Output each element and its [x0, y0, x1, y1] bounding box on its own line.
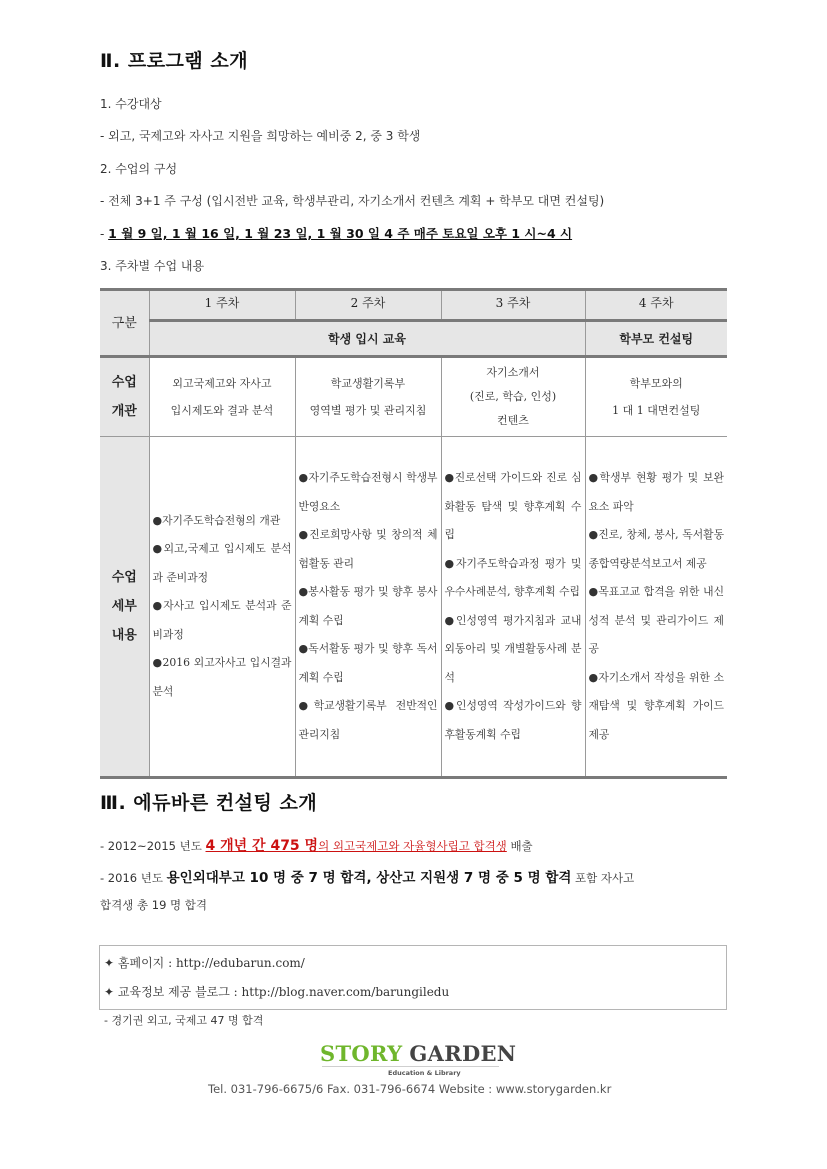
program-table [100, 288, 727, 779]
logo-tagline: Education & Library [388, 1069, 461, 1077]
student-education-group: 학생 입시 교육 [149, 321, 585, 357]
homepage-row [104, 949, 722, 978]
detail-item: ●자기소개서 작성을 위한 소재탐색 및 향후계획 가이드 제공 [588, 670, 724, 741]
overview-week-4 [585, 357, 727, 437]
section-3-title: Ⅲ. 에듀바른 컨설팅 소개 [100, 792, 318, 814]
blog-row [104, 978, 722, 1007]
logo-divider [322, 1066, 499, 1067]
overview-label [100, 357, 149, 437]
parent-consulting-group: 학부모 컨설팅 [585, 321, 727, 357]
homepage-label: 홈페이지 : [117, 956, 176, 970]
detail-week-3 [441, 437, 585, 778]
detail-item: ●진로, 창체, 봉사, 독서활동 종합역량분석보고서 제공 [588, 528, 724, 570]
overview-label-line: 개관 [111, 404, 137, 419]
detail-item: ●학교생활기록부 전반적인 관리지침 [298, 699, 438, 741]
detail-item: ●목표고교 합격을 위한 내신성적 분석 및 관리가이드 제공 [588, 585, 724, 655]
record-red-text: 의 외고국제고와 자율형사립고 합격생 [318, 839, 507, 853]
star-icon: ✦ [104, 985, 115, 999]
overview-line: 컨텐츠 [497, 414, 529, 427]
record-highlight: 4 개년 간 475 명 [205, 838, 319, 854]
record-prefix: - 2016 년도 [100, 871, 167, 885]
corner-label-cell [100, 290, 149, 357]
detail-item: ●독서활동 평가 및 향후 독서계획 수립 [298, 642, 438, 684]
blog-link[interactable]: http://blog.naver.com/barungiledu [241, 985, 450, 999]
overview-line: (진로, 학습, 인성) [469, 390, 557, 403]
overview-line: 영역별 평가 및 관리지침 [309, 404, 427, 417]
logo-garden: GARDEN [409, 1041, 517, 1066]
corner-label: 구분 [111, 315, 137, 331]
week-4-header: 4 주차 [585, 290, 727, 321]
schedule-dates: 1 월 9 일, 1 월 16 일, 1 월 23 일, 1 월 30 일 4 주 매주 토요일 오후 1 시~4 시 [108, 226, 573, 241]
detail-week-2 [295, 437, 441, 778]
logo-story: STORY [320, 1041, 403, 1066]
overview-line: 입시제도와 결과 분석 [170, 404, 274, 417]
detail-item: ●진로선택 가이드와 진로 심화활동 탐색 및 향후계획 수립 [444, 471, 582, 541]
overview-line: 1 대 1 대면컨설팅 [612, 404, 701, 417]
target-text: - 외고, 국제고와 자사고 지원을 희망하는 예비중 2, 중 3 학생 [100, 129, 421, 143]
detail-label-line: 내용 [111, 628, 137, 643]
detail-item: ●자기주도학습전형시 학생부 반영요소 [298, 471, 438, 513]
detail-item: ●인성영역 평가지침과 교내외동아리 및 개별활동사례 분석 [444, 613, 582, 684]
schedule-dash: - [100, 227, 109, 241]
blog-label: 교육정보 제공 블로그 : [117, 985, 242, 999]
week-1-header: 1 주차 [149, 290, 295, 321]
record-bold: 용인외대부고 10 명 중 7 명 합격, 상산고 지원생 7 명 중 5 명 합격 [166, 870, 572, 886]
detail-item: ●봉사활동 평가 및 향후 봉사계획 수립 [298, 585, 438, 627]
overview-week-1 [149, 357, 295, 437]
detail-item: ●2016 외고자사고 입시결과 분석 [152, 656, 292, 698]
section-2-title: Ⅱ. 프로그램 소개 [100, 50, 249, 72]
record-line-3: 합격생 총 19 명 합격 [100, 898, 208, 912]
overview-week-3 [441, 357, 585, 437]
target-heading: 1. 수강대상 [100, 97, 162, 111]
schedule-line [100, 224, 578, 242]
structure-heading: 2. 수업의 구성 [100, 162, 178, 176]
story-garden-logo [320, 1041, 516, 1066]
detail-item: ●자기주도학습과정 평가 및 우수사례분석, 향후계획 수립 [444, 556, 582, 598]
footer-contact: Tel. 031-796-6675/6 Fax. 031-796-6674 Website : www.storygarden.kr [208, 1082, 612, 1096]
detail-week-1 [149, 437, 295, 778]
detail-label-line: 세부 [111, 599, 137, 614]
overview-line: 학교생활기록부 [330, 377, 406, 390]
detail-label-line: 수업 [111, 570, 137, 585]
gyeonggi-note: - 경기권 외고, 국제고 47 명 합격 [104, 1014, 264, 1027]
detail-item: ●학생부 현황 평가 및 보완요소 파악 [588, 471, 724, 513]
overview-week-2 [295, 357, 441, 437]
record-line-2 [100, 866, 634, 886]
detail-item: ●외고,국제고 입시제도 분석과 준비과정 [152, 542, 292, 584]
detail-label [100, 437, 149, 778]
detail-item: ●자기주도학습전형의 개관 [152, 513, 281, 527]
detail-week-4 [585, 437, 727, 778]
detail-item: ●자사고 입시제도 분석과 준비과정 [152, 599, 292, 641]
week-3-header: 3 주차 [441, 290, 585, 321]
homepage-link[interactable]: http://edubarun.com/ [175, 956, 305, 970]
overview-line: 외고국제고와 자사고 [172, 377, 272, 390]
overview-label-line: 수업 [111, 375, 137, 390]
weekly-heading: 3. 주차별 수업 내용 [100, 259, 205, 273]
detail-item: ●진로희망사항 및 창의적 체험활동 관리 [298, 528, 438, 570]
detail-item: ●인성영역 작성가이드와 향후활동계획 수립 [444, 699, 582, 741]
record-suffix: 포함 자사고 [571, 871, 635, 885]
record-suffix: 배출 [506, 839, 533, 853]
star-icon: ✦ [104, 956, 115, 970]
week-2-header: 2 주차 [295, 290, 441, 321]
record-prefix: - 2012~2015 년도 [100, 839, 206, 853]
structure-text: - 전체 3+1 주 구성 (입시전반 교육, 학생부관리, 자기소개서 컨텐츠 계획 + 학부모 대면 컨설팅) [100, 194, 605, 208]
overview-line: 학부모와의 [629, 377, 683, 390]
record-line-1 [100, 835, 533, 855]
overview-line: 자기소개서 [486, 366, 540, 379]
contact-info-box [99, 945, 727, 1010]
